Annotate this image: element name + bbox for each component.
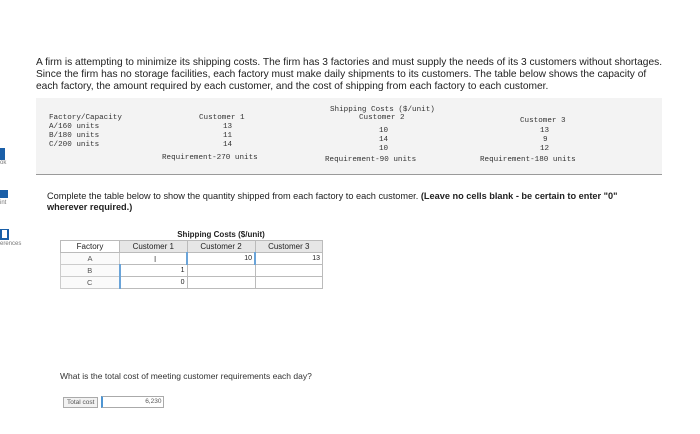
input-a-customer-1[interactable]	[120, 253, 188, 265]
left-sidebar	[0, 0, 30, 434]
customer-3-requirement: Requirement-180 units	[480, 156, 576, 164]
customer-2-header: Customer 2	[359, 114, 405, 122]
text-cursor: I	[154, 255, 157, 264]
input-b-customer-1[interactable]: 1	[120, 265, 188, 277]
customer-1-cost-c: 14	[223, 141, 233, 149]
problem-text: A firm is attempting to minimize its shipping costs. The firm has 3 factories and must supply the needs of its 3 customers without shortages. Since the firm has no storage facilities, each factory must make daily shipments to its customers. The table below shows the capacity of each factory, the amount required by each customer, and the cost of shipping from each factory to each customer.	[36, 57, 663, 92]
customer-1-header: Customer 1	[199, 114, 245, 122]
input-a-customer-3[interactable]: 13	[255, 253, 323, 265]
customer-3-cost-b: 9	[543, 136, 548, 144]
factory-a-capacity: A/160 units	[49, 123, 100, 131]
input-c-customer-2[interactable]	[187, 277, 255, 289]
input-c-customer-3[interactable]	[255, 277, 323, 289]
bookmark-icon	[0, 148, 6, 160]
references-icon	[0, 229, 10, 241]
factory-capacity-header: Factory/Capacity	[49, 114, 122, 122]
input-b-customer-3[interactable]	[255, 265, 323, 277]
column-customer-1: Customer 1	[120, 241, 188, 253]
table-row	[61, 277, 323, 289]
column-customer-3: Customer 3	[255, 241, 323, 253]
sidebar-item-ebook[interactable]	[0, 148, 30, 166]
total-cost-row	[63, 396, 164, 408]
customer-2-cost-a: 10	[379, 127, 389, 135]
answer-table-title: Shipping Costs ($/unit)	[177, 230, 265, 239]
customer-2-requirement: Requirement-90 units	[325, 156, 417, 164]
customer-1-cost-a: 13	[223, 123, 233, 131]
column-customer-2: Customer 2	[187, 241, 255, 253]
customer-1-cost-b: 11	[223, 132, 233, 140]
given-table-title: Shipping Costs ($/unit)	[330, 106, 435, 114]
row-label-b: B	[61, 265, 120, 277]
total-cost-label: Total cost	[63, 397, 98, 408]
input-b-customer-2[interactable]	[187, 265, 255, 277]
customer-3-header: Customer 3	[520, 117, 566, 125]
table-row	[61, 265, 323, 277]
customer-2-cost-c: 10	[379, 145, 389, 153]
customer-3-cost-c: 12	[540, 145, 550, 153]
instruction-text	[47, 191, 647, 213]
customer-2-cost-b: 14	[379, 136, 389, 144]
factory-c-capacity: C/200 units	[49, 141, 100, 149]
sidebar-item-references[interactable]	[0, 229, 30, 247]
instruction-bold: (Leave no cells blank - be certain to enter "0" wherever required.)	[47, 191, 618, 212]
given-data-panel	[36, 98, 662, 175]
customer-3-cost-a: 13	[540, 127, 550, 135]
row-label-a: A	[61, 253, 120, 265]
total-cost-question: What is the total cost of meeting customer requirements each day?	[60, 371, 312, 381]
input-a-customer-2[interactable]: 10	[187, 253, 255, 265]
input-c-customer-1[interactable]: 0	[120, 277, 188, 289]
instruction-main: Complete the table below to show the quantity shipped from each factory to each customer.	[47, 191, 421, 201]
customer-1-requirement: Requirement-270 units	[162, 154, 258, 162]
row-label-c: C	[61, 277, 120, 289]
table-row	[61, 253, 323, 265]
factory-header: Factory	[61, 241, 120, 253]
factory-b-capacity: B/180 units	[49, 132, 100, 140]
sidebar-item-label: int	[0, 200, 7, 206]
sidebar-item-label: ok	[0, 160, 7, 166]
print-icon	[0, 190, 10, 200]
answer-table	[60, 229, 323, 289]
total-cost-input[interactable]: 6,230	[101, 396, 164, 408]
sidebar-item-label: erences	[0, 241, 22, 247]
sidebar-item-print[interactable]	[0, 190, 30, 206]
